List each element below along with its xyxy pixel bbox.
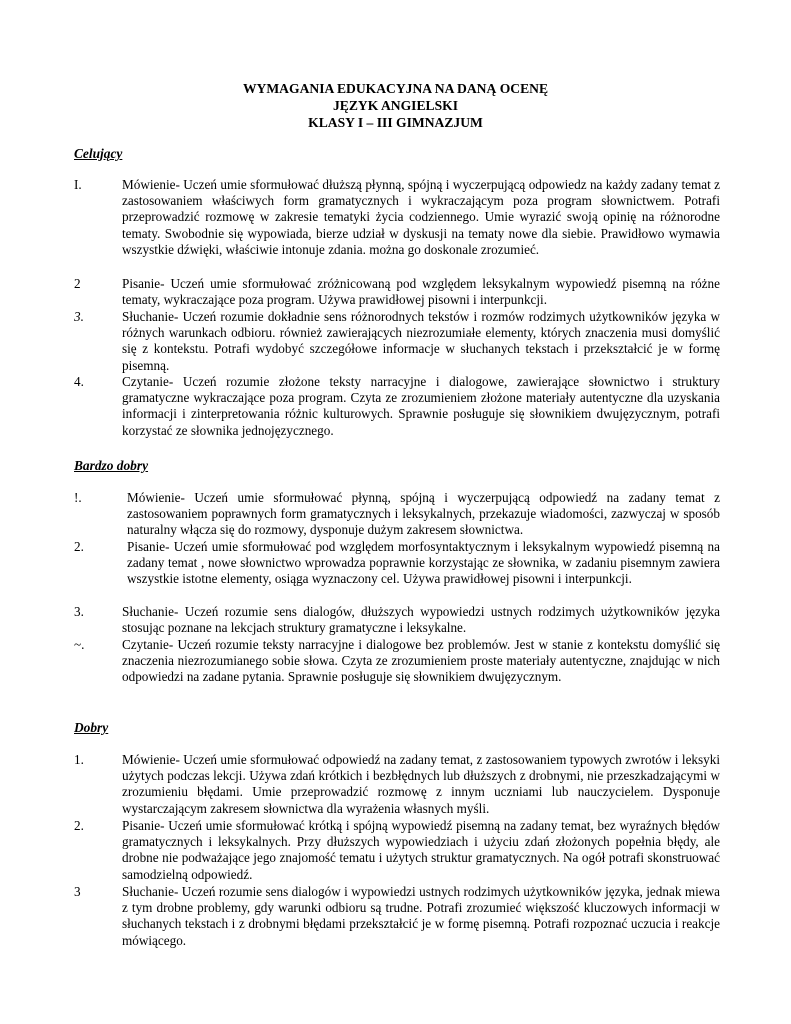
item-number: 3. xyxy=(74,309,84,324)
item-text: Mówienie- Uczeń umie sformułować dłuższą płynną, spójną i wyczerpującą odpowiedz na każdy zadany temat z zastosowaniem właściwych form gramatycznych i wykraczającym poza program słownictwem. Potrafi przeprowadzić rozmowę w zakresie tematyki życia codziennego. Umie wyrazić swoją opinię na różnorodne tematy. Swobodnie się wypowiada, bierze udział w dyskusji na tematy nowe dla siebie. Prawidłowo wymawia wszystkie dźwięki, właściwie intonuje zdania. można go doskonale zrozumieć. xyxy=(122,177,720,257)
item-text: Słuchanie- Uczeń rozumie sens dialogów, dłuższych wypowiedzi ustnych rodzimych użytkowników języka stosując poznane na lekcjach struktury gramatyczne i leksykalne. xyxy=(122,604,720,636)
item-text: Pisanie- Uczeń umie sformułować pod względem morfosyntaktycznym i leksykalnym wypowiedź pisemną na zadany temat , nowe słownictwo wprowadza poprawnie korzystając ze słownika, w zadaniu pisemnym zawiera wszystkie istotne elementy, osiąga wyznaczony cel. Używa prawidłowej pisowni i interpunkcji. xyxy=(127,539,720,587)
item-number: I. xyxy=(74,177,82,192)
item-number: 4. xyxy=(74,374,84,389)
item-number: 2 xyxy=(74,276,81,291)
section-heading-bardzo-dobry: Bardzo dobry xyxy=(74,458,149,473)
item-number: !. xyxy=(74,490,82,505)
item-text: Pisanie- Uczeń umie sformułować zróżnicowaną pod względem leksykalnym wypowiedź pisemną na różne tematy, wykraczające poza program. Używa prawidłowej pisowni i interpunkcji. xyxy=(122,276,720,308)
title-line-1: WYMAGANIA EDUKACYJNA NA DANĄ OCENĘ xyxy=(242,81,549,96)
title-line-3: KLASY I – III GIMNAZJUM xyxy=(308,115,483,130)
item-text: Czytanie- Uczeń rozumie złożone teksty narracyjne i dialogowe, zawierające słownictwo i struktury gramatyczne wykraczające poza program. Czyta ze zrozumieniem złożone materiały autentyczne dla uzyskania informacji i zinterpretowania różnic kulturowych. Sprawnie posługuje się słownikiem dwujęzycznym, potrafi korzystać ze słownika jednojęzycznego. xyxy=(122,374,720,438)
title-line-2: JĘZYK ANGIELSKI xyxy=(332,98,459,113)
item-text: Czytanie- Uczeń rozumie teksty narracyjne i dialogowe bez problemów. Jest w stanie z kontekstu domyślić się znaczenia niezrozumianego sobie słowa. Czyta ze zrozumieniem proste materiały autentyczne, znajdując w nich odpowiedzi na zadane pytania. Sprawnie posługuje się słownikiem dwujęzycznym. xyxy=(122,637,720,685)
section-heading-celujacy: Celujący xyxy=(74,146,123,161)
item-number: 3. xyxy=(74,604,84,619)
item-number: 3 xyxy=(74,884,81,899)
item-text: Mówienie- Uczeń umie sformułować płynną, spójną i wyczerpującą odpowiedź na zadany temat z zastosowaniem poprawnych form gramatycznych i leksykalnych, przekazuje wiadomości, zazwyczaj w sposób naturalny włącza się do rozmowy, dysponuje dużym zakresem słownictwa. xyxy=(127,490,720,538)
item-text: Mówienie- Uczeń umie sformułować odpowiedź na zadany temat, z zastosowaniem typowych zwrotów i leksyki użytych podczas lekcji. Używa zdań krótkich i bezbłędnych lub dłuższych z drobnymi, nie przeszkadzającymi w zrozumieniu błędami. Umie przeprowadzić rozmowę z innym uczniami lub nauczycielem. Dysponuje wystarczającym zakresem słownictwa dla wyrażenia własnych myśli. xyxy=(122,752,720,816)
item-number: 2. xyxy=(74,539,84,554)
document-title xyxy=(0,80,791,131)
item-text: Słuchanie- Uczeń rozumie sens dialogów i wypowiedzi ustnych rodzimych użytkowników języka, jednak miewa z tym drobne problemy, gdy warunki odbioru są trudne. Potrafi zrozumieć większość kluczowych informacji w słuchanych tekstach i z drobnymi błędami przekształcić je w formę pisemną. Potrafi rozpoznać uczucia i reakcje mówiącego. xyxy=(122,884,720,948)
item-number: ~. xyxy=(74,637,85,652)
item-text: Słuchanie- Uczeń rozumie dokładnie sens różnorodnych tekstów i rozmów rodzimych użytkowników języka w różnych warunkach odbioru. również zawierających niezrozumiałe elementy, których znaczenia musi domyślić się z kontekstu. Potrafi wydobyć szczegółowe informacje w słuchanych tekstach i przekształcić je w formę pisemną. xyxy=(122,309,720,373)
item-number: 1. xyxy=(74,752,84,767)
section-heading-dobry: Dobry xyxy=(74,720,109,735)
item-text: Pisanie- Uczeń umie sformułować krótką i spójną wypowiedź pisemną na zadany temat, bez wyraźnych błędów gramatycznych i leksykalnych. Przy dłuższych wypowiedziach i użyciu zdań złożonych popełnia błędy, ale drobne nie podważające jego znajomość tematu i użytych struktur gramatycznych. Na ogół potrafi skonstruować samodzielną odpowiedź. xyxy=(122,818,720,882)
item-number: 2. xyxy=(74,818,84,833)
